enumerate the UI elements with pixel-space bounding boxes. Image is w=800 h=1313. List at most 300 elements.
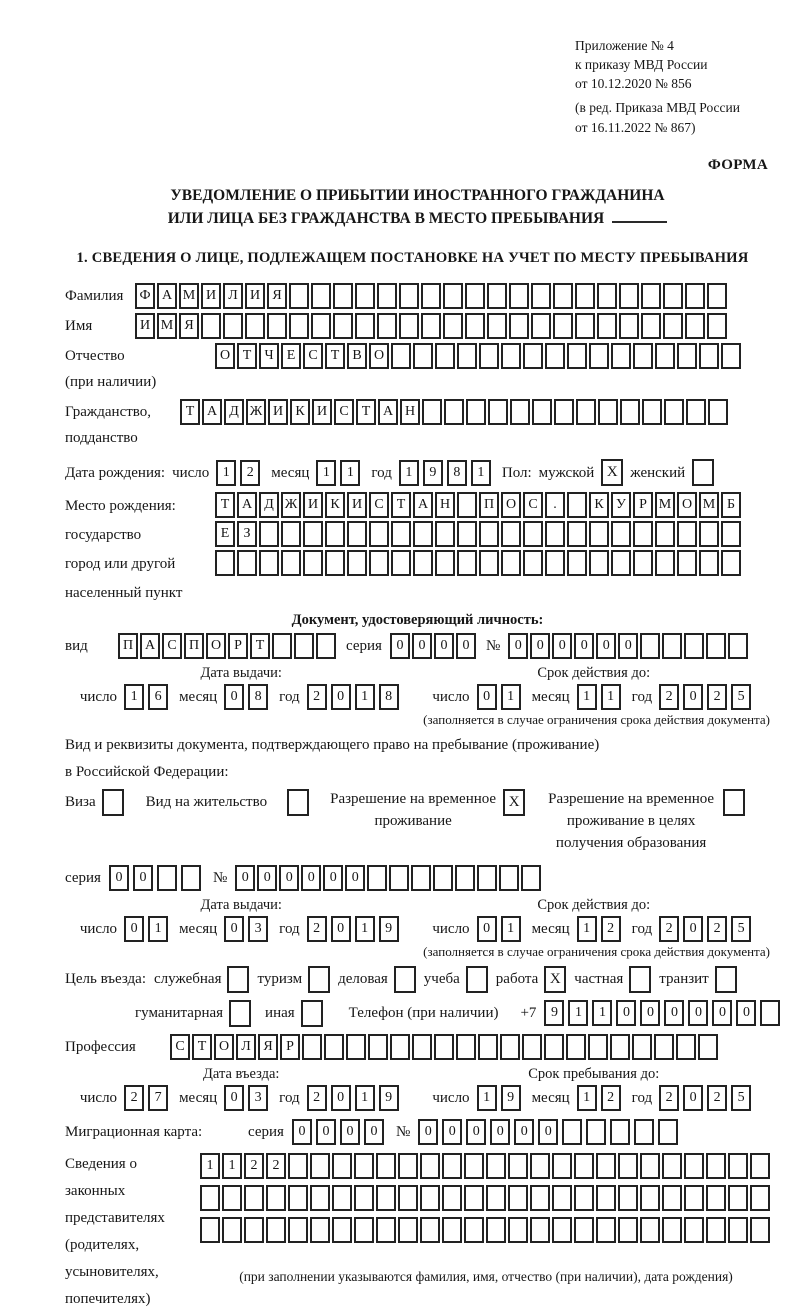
char-cell[interactable]: 1: [501, 684, 521, 710]
char-cell[interactable]: [442, 1217, 462, 1243]
gender-female-checkbox[interactable]: [692, 459, 714, 486]
char-cell[interactable]: Т: [215, 492, 235, 518]
char-cell[interactable]: М: [179, 283, 199, 309]
char-cell[interactable]: [663, 313, 683, 339]
char-cell[interactable]: [487, 283, 507, 309]
char-cell[interactable]: 0: [124, 916, 144, 942]
char-cell[interactable]: [531, 283, 551, 309]
char-cell[interactable]: 0: [331, 684, 351, 710]
char-cell[interactable]: [444, 399, 464, 425]
char-cell[interactable]: П: [479, 492, 499, 518]
char-cell[interactable]: Р: [633, 492, 653, 518]
temporary-residence-education-checkbox[interactable]: [723, 789, 745, 816]
char-cell[interactable]: [244, 1217, 264, 1243]
char-cell[interactable]: Ж: [246, 399, 266, 425]
char-cell[interactable]: [355, 313, 375, 339]
char-cell[interactable]: 2: [307, 916, 327, 942]
char-cell[interactable]: [398, 1185, 418, 1211]
char-cell[interactable]: С: [334, 399, 354, 425]
char-cell[interactable]: 0: [224, 684, 244, 710]
char-cell[interactable]: [413, 343, 433, 369]
char-cell[interactable]: Т: [192, 1034, 212, 1060]
char-cell[interactable]: [289, 283, 309, 309]
char-cell[interactable]: 1: [148, 916, 168, 942]
char-cell[interactable]: [620, 399, 640, 425]
char-cell[interactable]: [367, 865, 387, 891]
char-cell[interactable]: 0: [466, 1119, 486, 1145]
char-cell[interactable]: Ф: [135, 283, 155, 309]
char-cell[interactable]: [596, 1217, 616, 1243]
char-cell[interactable]: [554, 399, 574, 425]
char-cell[interactable]: [553, 283, 573, 309]
temporary-residence-checkbox[interactable]: X: [503, 789, 525, 816]
char-cell[interactable]: [611, 550, 631, 576]
char-cell[interactable]: [457, 521, 477, 547]
char-cell[interactable]: 0: [508, 633, 528, 659]
char-cell[interactable]: 9: [544, 1000, 564, 1026]
char-cell[interactable]: [662, 1185, 682, 1211]
char-cell[interactable]: [588, 1034, 608, 1060]
char-cell[interactable]: [684, 1217, 704, 1243]
char-cell[interactable]: [708, 399, 728, 425]
char-cell[interactable]: [310, 1217, 330, 1243]
char-cell[interactable]: [302, 1034, 322, 1060]
char-cell[interactable]: Л: [236, 1034, 256, 1060]
char-cell[interactable]: [618, 1185, 638, 1211]
purpose-business-checkbox[interactable]: [394, 966, 416, 993]
char-cell[interactable]: 1: [355, 684, 375, 710]
char-cell[interactable]: 1: [477, 1085, 497, 1111]
char-cell[interactable]: С: [369, 492, 389, 518]
char-cell[interactable]: [391, 343, 411, 369]
char-cell[interactable]: 1: [577, 1085, 597, 1111]
char-cell[interactable]: И: [312, 399, 332, 425]
char-cell[interactable]: [728, 1185, 748, 1211]
char-cell[interactable]: [266, 1217, 286, 1243]
char-cell[interactable]: 2: [266, 1153, 286, 1179]
char-cell[interactable]: [574, 1153, 594, 1179]
char-cell[interactable]: [677, 550, 697, 576]
purpose-humanitarian-checkbox[interactable]: [229, 1000, 251, 1027]
char-cell[interactable]: 9: [379, 1085, 399, 1111]
char-cell[interactable]: [686, 399, 706, 425]
char-cell[interactable]: [676, 1034, 696, 1060]
char-cell[interactable]: [479, 550, 499, 576]
char-cell[interactable]: 0: [538, 1119, 558, 1145]
char-cell[interactable]: 3: [248, 916, 268, 942]
char-cell[interactable]: [222, 1185, 242, 1211]
char-cell[interactable]: [420, 1217, 440, 1243]
char-cell[interactable]: [377, 283, 397, 309]
char-cell[interactable]: 1: [355, 916, 375, 942]
char-cell[interactable]: 0: [133, 865, 153, 891]
char-cell[interactable]: 0: [683, 684, 703, 710]
char-cell[interactable]: [619, 283, 639, 309]
char-cell[interactable]: 2: [707, 916, 727, 942]
char-cell[interactable]: 0: [364, 1119, 384, 1145]
char-cell[interactable]: 2: [707, 1085, 727, 1111]
char-cell[interactable]: [369, 521, 389, 547]
char-cell[interactable]: [640, 633, 660, 659]
char-cell[interactable]: [457, 492, 477, 518]
char-cell[interactable]: 0: [301, 865, 321, 891]
char-cell[interactable]: 0: [316, 1119, 336, 1145]
char-cell[interactable]: 1: [355, 1085, 375, 1111]
char-cell[interactable]: [634, 1119, 654, 1145]
char-cell[interactable]: [662, 1153, 682, 1179]
char-cell[interactable]: 0: [235, 865, 255, 891]
char-cell[interactable]: [685, 313, 705, 339]
char-cell[interactable]: 9: [423, 460, 443, 486]
char-cell[interactable]: 0: [736, 1000, 756, 1026]
char-cell[interactable]: Т: [180, 399, 200, 425]
char-cell[interactable]: [311, 283, 331, 309]
char-cell[interactable]: [530, 1153, 550, 1179]
char-cell[interactable]: 0: [477, 684, 497, 710]
char-cell[interactable]: [303, 550, 323, 576]
char-cell[interactable]: 1: [577, 916, 597, 942]
char-cell[interactable]: 8: [447, 460, 467, 486]
char-cell[interactable]: [435, 343, 455, 369]
char-cell[interactable]: [244, 1185, 264, 1211]
char-cell[interactable]: 0: [596, 633, 616, 659]
char-cell[interactable]: [655, 343, 675, 369]
char-cell[interactable]: 5: [731, 1085, 751, 1111]
char-cell[interactable]: [501, 521, 521, 547]
char-cell[interactable]: О: [501, 492, 521, 518]
char-cell[interactable]: [501, 550, 521, 576]
char-cell[interactable]: [501, 343, 521, 369]
char-cell[interactable]: [389, 865, 409, 891]
char-cell[interactable]: [589, 343, 609, 369]
char-cell[interactable]: [457, 550, 477, 576]
char-cell[interactable]: [354, 1153, 374, 1179]
char-cell[interactable]: 2: [240, 460, 260, 486]
char-cell[interactable]: 1: [200, 1153, 220, 1179]
char-cell[interactable]: Е: [215, 521, 235, 547]
char-cell[interactable]: [574, 1217, 594, 1243]
char-cell[interactable]: М: [157, 313, 177, 339]
char-cell[interactable]: [523, 550, 543, 576]
char-cell[interactable]: [750, 1217, 770, 1243]
char-cell[interactable]: [641, 313, 661, 339]
char-cell[interactable]: О: [215, 343, 235, 369]
char-cell[interactable]: [354, 1217, 374, 1243]
char-cell[interactable]: 1: [471, 460, 491, 486]
char-cell[interactable]: 2: [124, 1085, 144, 1111]
char-cell[interactable]: П: [184, 633, 204, 659]
char-cell[interactable]: 0: [514, 1119, 534, 1145]
char-cell[interactable]: [486, 1185, 506, 1211]
char-cell[interactable]: [486, 1217, 506, 1243]
char-cell[interactable]: [566, 1034, 586, 1060]
char-cell[interactable]: [728, 1153, 748, 1179]
char-cell[interactable]: [760, 1000, 780, 1026]
char-cell[interactable]: 8: [379, 684, 399, 710]
char-cell[interactable]: [567, 343, 587, 369]
char-cell[interactable]: [663, 283, 683, 309]
char-cell[interactable]: [421, 313, 441, 339]
char-cell[interactable]: [332, 1153, 352, 1179]
char-cell[interactable]: 5: [731, 684, 751, 710]
char-cell[interactable]: 0: [552, 633, 572, 659]
char-cell[interactable]: [223, 313, 243, 339]
char-cell[interactable]: [706, 1217, 726, 1243]
char-cell[interactable]: [200, 1185, 220, 1211]
char-cell[interactable]: [347, 550, 367, 576]
char-cell[interactable]: 1: [124, 684, 144, 710]
char-cell[interactable]: [699, 521, 719, 547]
char-cell[interactable]: [333, 313, 353, 339]
char-cell[interactable]: [706, 633, 726, 659]
char-cell[interactable]: Т: [325, 343, 345, 369]
char-cell[interactable]: [332, 1217, 352, 1243]
purpose-tourism-checkbox[interactable]: [308, 966, 330, 993]
char-cell[interactable]: [567, 492, 587, 518]
char-cell[interactable]: 0: [618, 633, 638, 659]
char-cell[interactable]: [545, 521, 565, 547]
char-cell[interactable]: Р: [280, 1034, 300, 1060]
char-cell[interactable]: [399, 313, 419, 339]
char-cell[interactable]: Т: [391, 492, 411, 518]
char-cell[interactable]: [368, 1034, 388, 1060]
char-cell[interactable]: [421, 283, 441, 309]
char-cell[interactable]: [640, 1217, 660, 1243]
char-cell[interactable]: 1: [399, 460, 419, 486]
char-cell[interactable]: [619, 313, 639, 339]
char-cell[interactable]: [332, 1185, 352, 1211]
char-cell[interactable]: [530, 1185, 550, 1211]
char-cell[interactable]: [456, 1034, 476, 1060]
char-cell[interactable]: 0: [490, 1119, 510, 1145]
char-cell[interactable]: 2: [659, 1085, 679, 1111]
char-cell[interactable]: 0: [323, 865, 343, 891]
char-cell[interactable]: [685, 283, 705, 309]
char-cell[interactable]: [376, 1217, 396, 1243]
char-cell[interactable]: И: [303, 492, 323, 518]
char-cell[interactable]: [531, 313, 551, 339]
char-cell[interactable]: [181, 865, 201, 891]
char-cell[interactable]: [325, 550, 345, 576]
char-cell[interactable]: [464, 1217, 484, 1243]
char-cell[interactable]: [237, 550, 257, 576]
char-cell[interactable]: [310, 1153, 330, 1179]
char-cell[interactable]: 0: [640, 1000, 660, 1026]
char-cell[interactable]: [288, 1217, 308, 1243]
char-cell[interactable]: [443, 313, 463, 339]
purpose-private-checkbox[interactable]: [629, 966, 651, 993]
char-cell[interactable]: 6: [148, 684, 168, 710]
char-cell[interactable]: К: [290, 399, 310, 425]
char-cell[interactable]: [464, 1153, 484, 1179]
char-cell[interactable]: [413, 521, 433, 547]
char-cell[interactable]: [391, 550, 411, 576]
char-cell[interactable]: Д: [259, 492, 279, 518]
char-cell[interactable]: [325, 521, 345, 547]
char-cell[interactable]: [521, 865, 541, 891]
char-cell[interactable]: С: [170, 1034, 190, 1060]
char-cell[interactable]: [443, 283, 463, 309]
char-cell[interactable]: [618, 1153, 638, 1179]
char-cell[interactable]: [500, 1034, 520, 1060]
char-cell[interactable]: [499, 865, 519, 891]
char-cell[interactable]: [289, 313, 309, 339]
char-cell[interactable]: [316, 633, 336, 659]
char-cell[interactable]: К: [325, 492, 345, 518]
char-cell[interactable]: [510, 399, 530, 425]
char-cell[interactable]: [699, 343, 719, 369]
char-cell[interactable]: 0: [279, 865, 299, 891]
purpose-work-checkbox[interactable]: X: [544, 966, 566, 993]
char-cell[interactable]: [411, 865, 431, 891]
char-cell[interactable]: Т: [250, 633, 270, 659]
char-cell[interactable]: [324, 1034, 344, 1060]
char-cell[interactable]: [259, 550, 279, 576]
char-cell[interactable]: [487, 313, 507, 339]
char-cell[interactable]: [642, 399, 662, 425]
char-cell[interactable]: [310, 1185, 330, 1211]
char-cell[interactable]: [633, 550, 653, 576]
char-cell[interactable]: 0: [418, 1119, 438, 1145]
char-cell[interactable]: [455, 865, 475, 891]
char-cell[interactable]: 0: [712, 1000, 732, 1026]
char-cell[interactable]: [632, 1034, 652, 1060]
char-cell[interactable]: [398, 1217, 418, 1243]
char-cell[interactable]: О: [214, 1034, 234, 1060]
char-cell[interactable]: [567, 521, 587, 547]
char-cell[interactable]: Я: [267, 283, 287, 309]
char-cell[interactable]: [523, 521, 543, 547]
char-cell[interactable]: [479, 521, 499, 547]
char-cell[interactable]: [684, 633, 704, 659]
char-cell[interactable]: 0: [345, 865, 365, 891]
char-cell[interactable]: [641, 283, 661, 309]
char-cell[interactable]: [390, 1034, 410, 1060]
char-cell[interactable]: 9: [501, 1085, 521, 1111]
char-cell[interactable]: Л: [223, 283, 243, 309]
char-cell[interactable]: [589, 521, 609, 547]
char-cell[interactable]: 0: [683, 1085, 703, 1111]
char-cell[interactable]: 3: [248, 1085, 268, 1111]
char-cell[interactable]: А: [237, 492, 257, 518]
char-cell[interactable]: А: [413, 492, 433, 518]
char-cell[interactable]: [376, 1185, 396, 1211]
char-cell[interactable]: [281, 550, 301, 576]
char-cell[interactable]: .: [545, 492, 565, 518]
char-cell[interactable]: [664, 399, 684, 425]
char-cell[interactable]: [508, 1153, 528, 1179]
char-cell[interactable]: [222, 1217, 242, 1243]
char-cell[interactable]: 9: [379, 916, 399, 942]
char-cell[interactable]: 1: [577, 684, 597, 710]
char-cell[interactable]: [698, 1034, 718, 1060]
char-cell[interactable]: [575, 313, 595, 339]
char-cell[interactable]: М: [699, 492, 719, 518]
char-cell[interactable]: [610, 1034, 630, 1060]
char-cell[interactable]: З: [237, 521, 257, 547]
char-cell[interactable]: [545, 343, 565, 369]
char-cell[interactable]: 0: [412, 633, 432, 659]
char-cell[interactable]: 5: [731, 916, 751, 942]
char-cell[interactable]: [477, 865, 497, 891]
char-cell[interactable]: [721, 550, 741, 576]
char-cell[interactable]: [586, 1119, 606, 1145]
char-cell[interactable]: [399, 283, 419, 309]
char-cell[interactable]: С: [303, 343, 323, 369]
char-cell[interactable]: [633, 343, 653, 369]
char-cell[interactable]: 0: [434, 633, 454, 659]
char-cell[interactable]: [750, 1153, 770, 1179]
char-cell[interactable]: [596, 1185, 616, 1211]
char-cell[interactable]: 1: [592, 1000, 612, 1026]
char-cell[interactable]: О: [369, 343, 389, 369]
char-cell[interactable]: [486, 1153, 506, 1179]
char-cell[interactable]: [544, 1034, 564, 1060]
char-cell[interactable]: [611, 521, 631, 547]
char-cell[interactable]: [294, 633, 314, 659]
char-cell[interactable]: 0: [224, 916, 244, 942]
residence-permit-checkbox[interactable]: [287, 789, 309, 816]
char-cell[interactable]: 7: [148, 1085, 168, 1111]
char-cell[interactable]: [398, 1153, 418, 1179]
char-cell[interactable]: [464, 1185, 484, 1211]
char-cell[interactable]: [618, 1217, 638, 1243]
char-cell[interactable]: Т: [356, 399, 376, 425]
char-cell[interactable]: [654, 1034, 674, 1060]
char-cell[interactable]: Б: [721, 492, 741, 518]
char-cell[interactable]: И: [201, 283, 221, 309]
char-cell[interactable]: А: [202, 399, 222, 425]
char-cell[interactable]: 1: [601, 684, 621, 710]
char-cell[interactable]: 2: [307, 1085, 327, 1111]
char-cell[interactable]: [677, 521, 697, 547]
char-cell[interactable]: [610, 1119, 630, 1145]
char-cell[interactable]: 2: [659, 684, 679, 710]
char-cell[interactable]: [655, 521, 675, 547]
char-cell[interactable]: 0: [477, 916, 497, 942]
char-cell[interactable]: Т: [237, 343, 257, 369]
char-cell[interactable]: [522, 1034, 542, 1060]
char-cell[interactable]: [303, 521, 323, 547]
char-cell[interactable]: Я: [258, 1034, 278, 1060]
char-cell[interactable]: [658, 1119, 678, 1145]
char-cell[interactable]: 0: [616, 1000, 636, 1026]
char-cell[interactable]: [465, 283, 485, 309]
char-cell[interactable]: [259, 521, 279, 547]
char-cell[interactable]: [509, 283, 529, 309]
char-cell[interactable]: 0: [331, 916, 351, 942]
char-cell[interactable]: В: [347, 343, 367, 369]
char-cell[interactable]: Р: [228, 633, 248, 659]
char-cell[interactable]: [508, 1185, 528, 1211]
char-cell[interactable]: [684, 1185, 704, 1211]
char-cell[interactable]: 1: [316, 460, 336, 486]
char-cell[interactable]: [552, 1153, 572, 1179]
char-cell[interactable]: [157, 865, 177, 891]
char-cell[interactable]: И: [268, 399, 288, 425]
char-cell[interactable]: [200, 1217, 220, 1243]
char-cell[interactable]: [707, 313, 727, 339]
char-cell[interactable]: [728, 633, 748, 659]
char-cell[interactable]: [311, 313, 331, 339]
char-cell[interactable]: 8: [248, 684, 268, 710]
purpose-official-checkbox[interactable]: [227, 966, 249, 993]
char-cell[interactable]: [422, 399, 442, 425]
char-cell[interactable]: [552, 1185, 572, 1211]
char-cell[interactable]: [442, 1185, 462, 1211]
char-cell[interactable]: [201, 313, 221, 339]
char-cell[interactable]: [288, 1185, 308, 1211]
